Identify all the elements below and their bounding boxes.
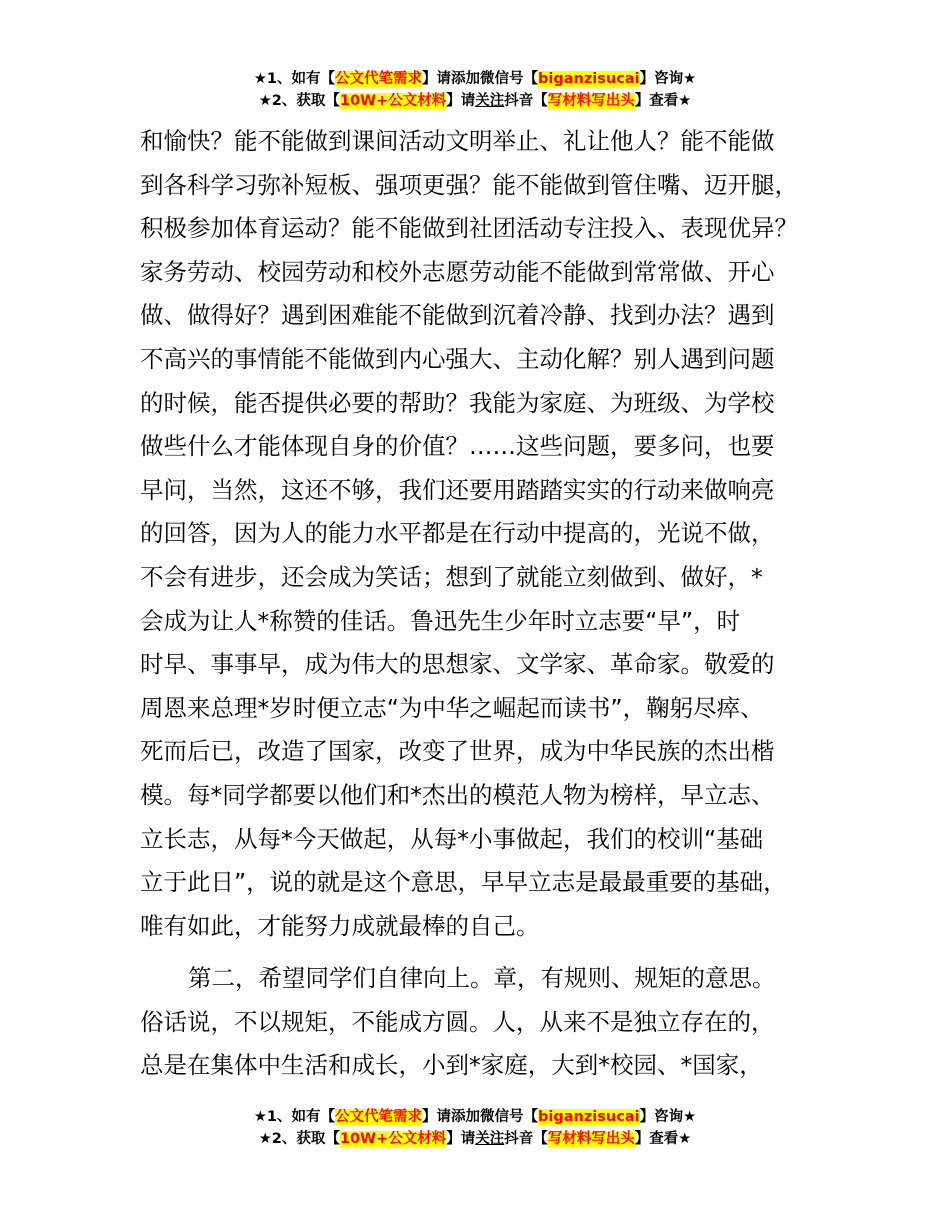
text-line: 立于此日”，说的就是这个意思，早早立志是最最重要的基础， bbox=[140, 868, 787, 897]
banner-text: 】咨询★ bbox=[639, 1109, 697, 1125]
paragraph-spacer bbox=[140, 948, 840, 957]
text-line: 不高兴的事情能不能做到内心强大、主动化解？别人遇到问题 bbox=[140, 344, 775, 373]
banner-follow-text: 关注 bbox=[475, 93, 505, 109]
highlight-wechat-id: biganzisucai bbox=[538, 1109, 640, 1125]
highlight-service: 公文代笔需求 bbox=[335, 71, 423, 87]
text-line: 早问，当然，这还不够，我们还要用踏踏实实的行动来做响亮 bbox=[140, 475, 775, 504]
paragraph-1 bbox=[140, 120, 840, 948]
highlight-douyin-account: 写材料写出头 bbox=[547, 1131, 635, 1147]
text-line: 总是在集体中生活和成长，小到*家庭，大到*校园、*国家， bbox=[140, 1051, 763, 1080]
text-line: 第二，希望同学们自律向上。章，有规则、规矩的意思。 bbox=[188, 964, 776, 993]
banner-line-1 bbox=[0, 68, 950, 90]
banner-text: ★1、如有【 bbox=[253, 1109, 336, 1125]
document-body bbox=[140, 120, 840, 1088]
banner-text: 微信号 bbox=[480, 1109, 524, 1125]
text-line: 和愉快？能不能做到课间活动文明举止、礼让他人？能不能做 bbox=[140, 127, 775, 155]
text-line: 积极参加体育运动？能不能做到社团活动专注投入、表现优异？ bbox=[140, 214, 798, 243]
text-line: 不会有进步，还会成为笑话；想到了就能立刻做到、做好，* bbox=[140, 562, 763, 591]
text-line: 死而后已，改造了国家，改变了世界，成为中华民族的杰出楷 bbox=[140, 737, 775, 766]
highlight-service: 公文代笔需求 bbox=[335, 1109, 423, 1125]
banner-follow-text: 关注 bbox=[475, 1131, 505, 1147]
header-banner bbox=[0, 68, 950, 112]
banner-text: ★2、获取【 bbox=[258, 1131, 340, 1147]
banner-text: 】请 bbox=[446, 93, 476, 109]
text-line: 做、做得好？遇到困难能不能做到沉着冷静、找到办法？遇到 bbox=[140, 301, 775, 330]
text-line: 的时候，能否提供必要的帮助？我能为家庭、为班级、为学校 bbox=[140, 388, 775, 417]
banner-text: 【 bbox=[523, 71, 539, 87]
text-line: 会成为让人*称赞的佳话。鲁迅先生少年时立志要“早”，时 bbox=[140, 606, 741, 635]
banner-text: ★2、获取【 bbox=[258, 93, 340, 109]
highlight-materials: 10W+公文材料 bbox=[339, 1131, 447, 1147]
banner-line-2 bbox=[0, 1128, 950, 1150]
footer-banner bbox=[0, 1106, 950, 1150]
text-line: 时早、事事早，成为伟大的思想家、文学家、革命家。敬爱的 bbox=[140, 650, 775, 679]
text-line: 立长志，从每*今天做起，从每*小事做起，我们的校训“基础 bbox=[140, 824, 764, 853]
banner-text: 】请添加 bbox=[422, 1109, 481, 1125]
banner-text: 微信号 bbox=[480, 71, 524, 87]
banner-text: 抖音【 bbox=[504, 1131, 548, 1147]
text-line: 模。每*同学都要以他们和*杰出的模范人物为榜样，早立志、 bbox=[140, 780, 775, 809]
banner-text: 】查看★ bbox=[634, 93, 692, 109]
paragraph-2 bbox=[140, 957, 840, 1088]
banner-line-1 bbox=[0, 1106, 950, 1128]
text-line: 家务劳动、校园劳动和校外志愿劳动能不能做到常常做、开心 bbox=[140, 257, 775, 286]
text-line: 周恩来总理*岁时便立志“为中华之崛起而读书”，鞠躬尽瘁、 bbox=[140, 693, 764, 722]
banner-text: 】查看★ bbox=[634, 1131, 692, 1147]
banner-line-2 bbox=[0, 90, 950, 112]
text-line: 俗话说，不以规矩，不能成方圆。人，从来不是独立存在的， bbox=[140, 1007, 775, 1036]
banner-text: 【 bbox=[523, 1109, 539, 1125]
banner-text: 】请添加 bbox=[422, 71, 481, 87]
text-line: 的回答，因为人的能力水平都是在行动中提高的，光说不做， bbox=[140, 519, 775, 548]
highlight-douyin-account: 写材料写出头 bbox=[547, 93, 635, 109]
banner-text: 抖音【 bbox=[504, 93, 548, 109]
banner-text: 】咨询★ bbox=[639, 71, 697, 87]
banner-text: 】请 bbox=[446, 1131, 476, 1147]
text-line: 到各科学习弥补短板、强项更强？能不能做到管住嘴、迈开腿， bbox=[140, 170, 798, 199]
text-line: 做些什么才能体现自身的价值？……这些问题，要多问，也要 bbox=[140, 432, 775, 461]
text-line: 唯有如此，才能努力成就最棒的自己。 bbox=[140, 911, 540, 940]
banner-text: ★1、如有【 bbox=[253, 71, 336, 87]
highlight-materials: 10W+公文材料 bbox=[339, 93, 447, 109]
highlight-wechat-id: biganzisucai bbox=[538, 71, 640, 87]
